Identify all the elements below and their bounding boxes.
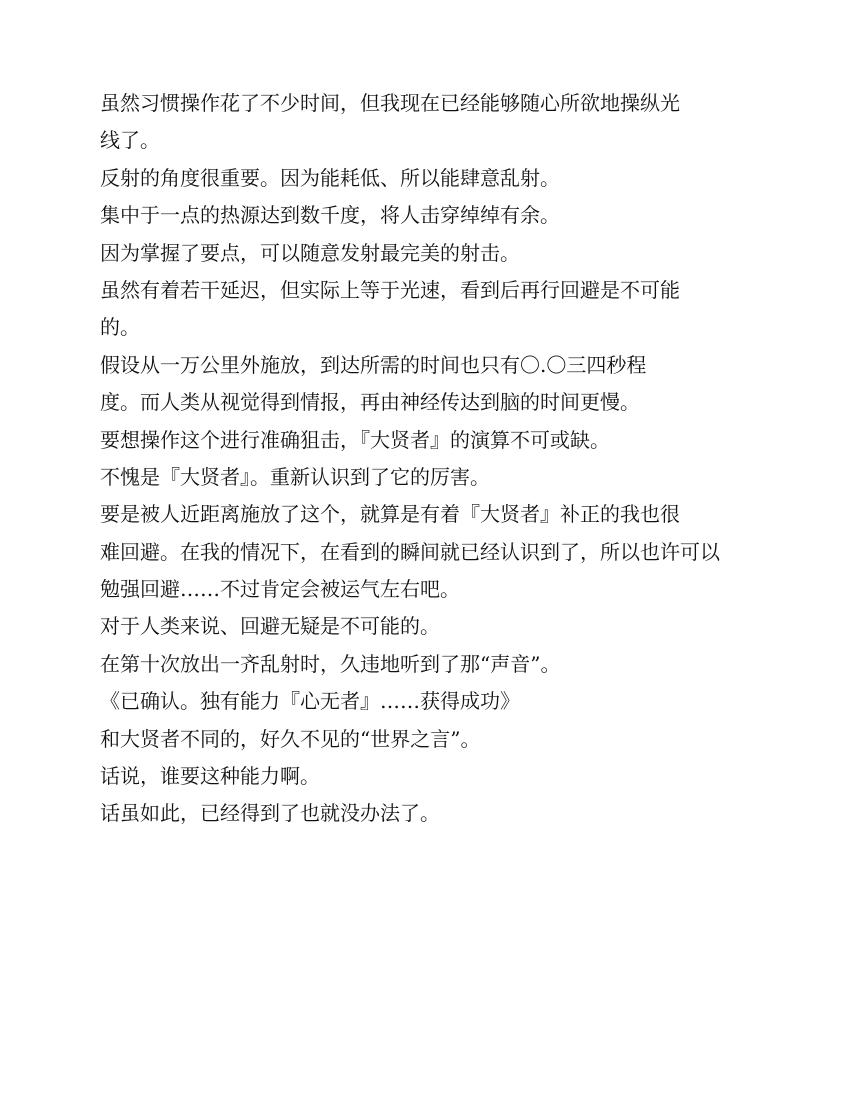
text-line: 难回避。在我的情况下，在看到的瞬间就已经认识到了，所以也许可以	[100, 539, 720, 564]
text-line: 集中于一点的热源达到数千度，将人击穿绰绰有余。	[100, 203, 560, 228]
text-line: 《已确认。独有能力『心无者』……获得成功》	[100, 689, 520, 714]
text-line: 线了。	[100, 128, 160, 153]
text-line: 要是被人近距离施放了这个，就算是有着『大贤者』补正的我也很	[100, 502, 680, 527]
text-line: 对于人类来说、回避无疑是不可能的。	[100, 614, 440, 639]
text-line: 因为掌握了要点，可以随意发射最完美的射击。	[100, 240, 520, 265]
text-line: 虽然有着若干延迟，但实际上等于光速，看到后再行回避是不可能	[100, 277, 680, 302]
text-line: 不愧是『大贤者』。重新认识到了它的厉害。	[100, 464, 490, 489]
text-line: 和大贤者不同的，好久不见的“世界之言”。	[100, 726, 481, 751]
text-line: 话说，谁要这种能力啊。	[100, 764, 320, 789]
text-line: 度。而人类从视觉得到情报，再由神经传达到脑的时间更慢。	[100, 390, 640, 415]
text-line: 反射的角度很重要。因为能耗低、所以能肆意乱射。	[100, 165, 560, 190]
text-line: 的。	[100, 315, 140, 340]
body-text	[100, 93, 760, 841]
text-line: 假设从一万公里外施放，到达所需的时间也只有〇.〇三四秒程	[100, 352, 647, 377]
text-line: 在第十次放出一齐乱射时，久违地听到了那“声音”。	[100, 651, 561, 676]
text-line: 虽然习惯操作花了不少时间，但我现在已经能够随心所欲地操纵光	[100, 91, 680, 115]
text-line: 话虽如此，已经得到了也就没办法了。	[100, 801, 440, 826]
text-line: 要想操作这个进行准确狙击，『大贤者』的演算不可或缺。	[100, 427, 610, 452]
text-line: 勉强回避……不过肯定会被运气左右吧。	[100, 577, 460, 602]
